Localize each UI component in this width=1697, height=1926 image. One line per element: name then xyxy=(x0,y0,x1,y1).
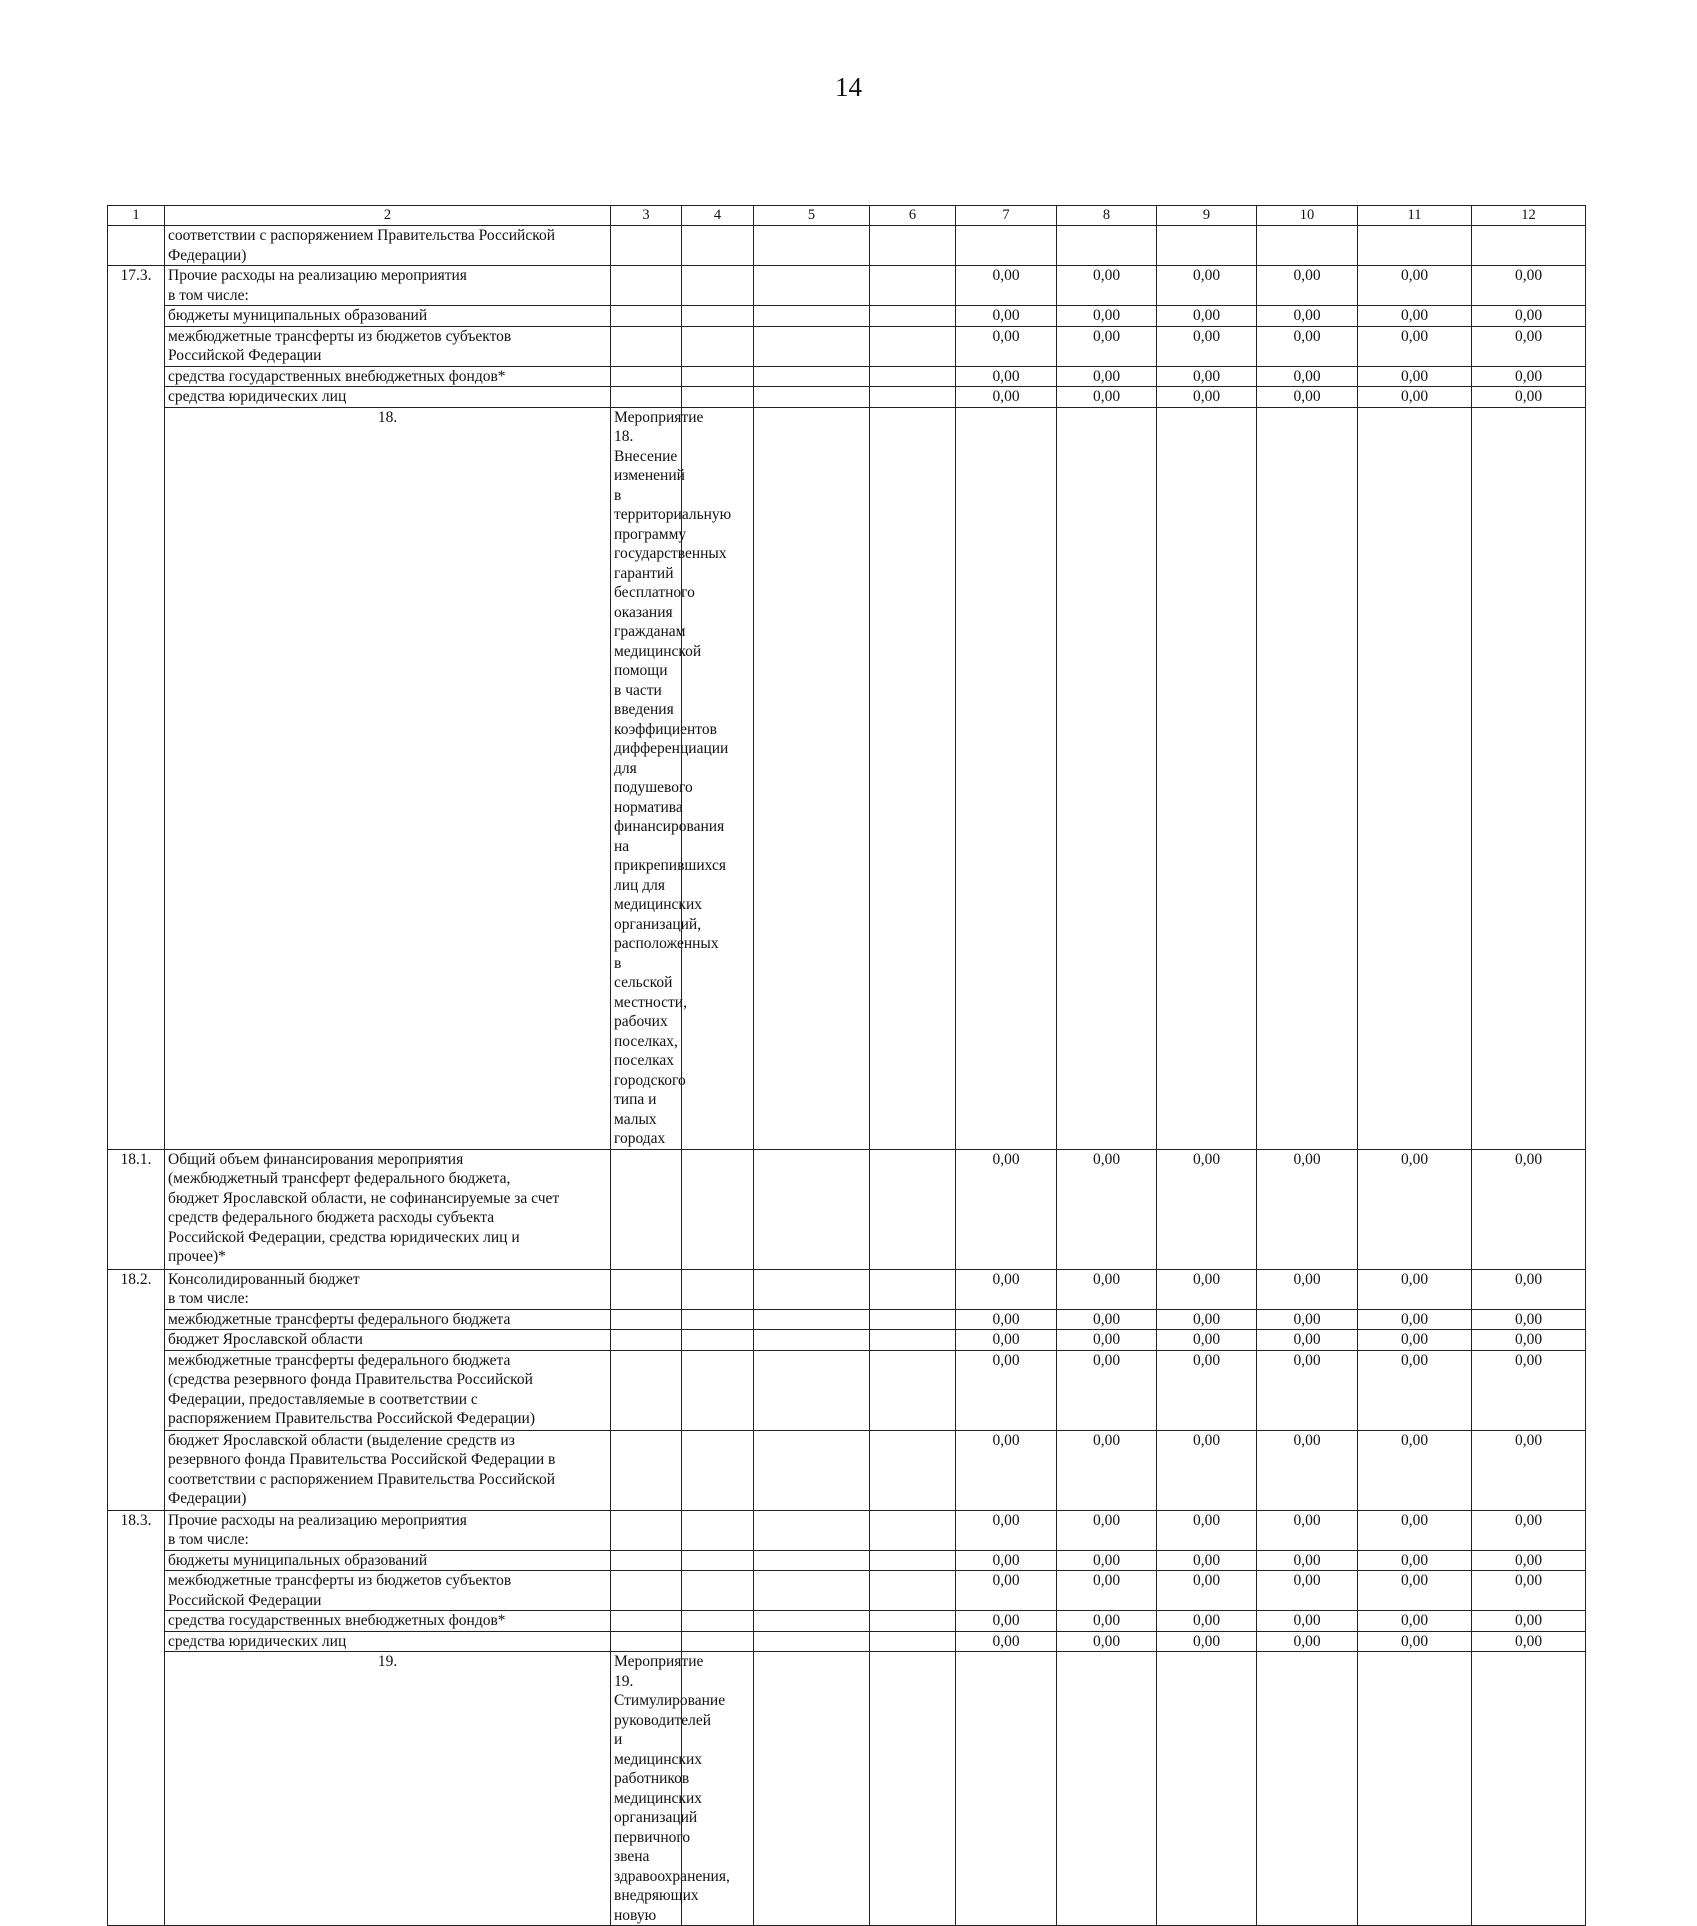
value-cell: 0,00 xyxy=(1257,326,1358,366)
value-cell: 0,00 xyxy=(1358,1631,1472,1652)
table-row xyxy=(108,1350,1586,1430)
table-row xyxy=(108,1149,1586,1269)
row-description-cell: Общий объем финансирования мероприятия (межбюджетный трансферт федерального бюджета, бюджет Ярославской области, не софинансируемые за счет средств федерального бюджета расходы субъекта Российской Федерации, средства юридических лиц и прочее)* xyxy=(165,1149,611,1269)
column-header: 12 xyxy=(1472,206,1586,226)
value-cell xyxy=(754,226,870,266)
value-cell xyxy=(682,1350,754,1430)
row-index-cell: 19. xyxy=(165,1652,611,1926)
row-description-cell: бюджеты муниципальных образований xyxy=(165,306,611,327)
row-index-cell: 18.3. xyxy=(108,1510,165,1926)
value-cell: 0,00 xyxy=(1358,1571,1472,1611)
value-cell: 0,00 xyxy=(1358,1430,1472,1510)
value-cell: 0,00 xyxy=(1472,1330,1586,1351)
value-cell: 0,00 xyxy=(1358,306,1472,327)
value-cell: 0,00 xyxy=(1358,1350,1472,1430)
value-cell xyxy=(754,387,870,408)
value-cell: 0,00 xyxy=(1472,366,1586,387)
column-header: 3 xyxy=(611,206,682,226)
value-cell: 0,00 xyxy=(1057,1611,1157,1632)
value-cell: 0,00 xyxy=(1057,1350,1157,1430)
value-cell: 0,00 xyxy=(1472,1430,1586,1510)
row-index-cell xyxy=(108,226,165,266)
column-header: 5 xyxy=(754,206,870,226)
value-cell: 0,00 xyxy=(1257,1149,1358,1269)
value-cell: 0,00 xyxy=(1057,1309,1157,1330)
table-row xyxy=(108,1430,1586,1510)
value-cell xyxy=(611,326,682,366)
table-row xyxy=(108,366,1586,387)
value-cell xyxy=(1257,407,1358,1149)
value-cell: 0,00 xyxy=(1358,387,1472,408)
value-cell xyxy=(1358,1652,1472,1926)
column-header: 7 xyxy=(956,206,1057,226)
value-cell xyxy=(870,1350,956,1430)
value-cell: 0,00 xyxy=(1472,1350,1586,1430)
value-cell xyxy=(754,1309,870,1330)
value-cell xyxy=(870,1611,956,1632)
value-cell xyxy=(682,387,754,408)
value-cell xyxy=(682,266,754,306)
value-cell: 0,00 xyxy=(1257,366,1358,387)
value-cell xyxy=(956,1652,1057,1926)
value-cell xyxy=(870,1149,956,1269)
value-cell: 0,00 xyxy=(1157,1309,1257,1330)
value-cell: 0,00 xyxy=(1157,1430,1257,1510)
value-cell: 0,00 xyxy=(1472,1550,1586,1571)
value-cell: 0,00 xyxy=(1257,1330,1358,1351)
value-cell: 0,00 xyxy=(1472,1269,1586,1309)
value-cell xyxy=(754,1571,870,1611)
value-cell xyxy=(1057,407,1157,1149)
value-cell: 0,00 xyxy=(956,1631,1057,1652)
value-cell xyxy=(870,387,956,408)
value-cell: 0,00 xyxy=(1358,1611,1472,1632)
value-cell xyxy=(870,1550,956,1571)
value-cell xyxy=(682,1571,754,1611)
table-row xyxy=(108,1652,1586,1926)
table-row xyxy=(108,326,1586,366)
row-description-cell: Консолидированный бюджет в том числе: xyxy=(165,1269,611,1309)
value-cell: 0,00 xyxy=(1472,306,1586,327)
value-cell: 0,00 xyxy=(1257,1350,1358,1430)
value-cell xyxy=(754,1652,870,1926)
value-cell xyxy=(1472,407,1586,1149)
table-row xyxy=(108,226,1586,266)
value-cell: 0,00 xyxy=(956,366,1057,387)
value-cell xyxy=(870,1571,956,1611)
value-cell xyxy=(682,1510,754,1550)
table-row xyxy=(108,306,1586,327)
row-description-cell: средства юридических лиц xyxy=(165,387,611,408)
value-cell: 0,00 xyxy=(1257,1430,1358,1510)
row-description-cell: Прочие расходы на реализацию мероприятия в том числе: xyxy=(165,1510,611,1550)
value-cell xyxy=(611,1631,682,1652)
value-cell xyxy=(1257,226,1358,266)
value-cell xyxy=(1472,1652,1586,1926)
value-cell xyxy=(870,1309,956,1330)
value-cell xyxy=(1157,226,1257,266)
table-row xyxy=(108,266,1586,306)
value-cell: 0,00 xyxy=(1472,1149,1586,1269)
row-description-cell: межбюджетные трансферты федерального бюджета (средства резервного фонда Правительства Российской Федерации, предоставляемые в соответствии с распоряжением Правительства Российской Федерации) xyxy=(165,1350,611,1430)
value-cell: 0,00 xyxy=(956,1350,1057,1430)
value-cell: 0,00 xyxy=(1057,1330,1157,1351)
value-cell: 0,00 xyxy=(1257,306,1358,327)
value-cell xyxy=(870,306,956,327)
value-cell: 0,00 xyxy=(1257,1550,1358,1571)
value-cell: 0,00 xyxy=(1472,266,1586,306)
value-cell: 0,00 xyxy=(1257,387,1358,408)
value-cell: 0,00 xyxy=(1057,306,1157,327)
row-index-cell: 17.3. xyxy=(108,266,165,1150)
value-cell xyxy=(611,1510,682,1550)
row-description-cell: межбюджетные трансферты из бюджетов субъектов Российской Федерации xyxy=(165,326,611,366)
value-cell xyxy=(754,1430,870,1510)
value-cell xyxy=(1157,1652,1257,1926)
table-row xyxy=(108,407,1586,1149)
row-index-cell: 18.2. xyxy=(108,1269,165,1510)
table-row xyxy=(108,1510,1586,1550)
value-cell xyxy=(870,266,956,306)
value-cell: 0,00 xyxy=(1057,326,1157,366)
value-cell xyxy=(754,366,870,387)
value-cell xyxy=(611,1269,682,1309)
value-cell: 0,00 xyxy=(1358,1330,1472,1351)
value-cell: 0,00 xyxy=(1257,1571,1358,1611)
row-index-cell: 18. xyxy=(165,407,611,1149)
value-cell: 0,00 xyxy=(1157,1631,1257,1652)
value-cell: 0,00 xyxy=(1358,266,1472,306)
value-cell xyxy=(611,266,682,306)
value-cell: 0,00 xyxy=(956,1330,1057,1351)
value-cell xyxy=(754,1350,870,1430)
value-cell: 0,00 xyxy=(1057,366,1157,387)
value-cell xyxy=(682,326,754,366)
value-cell: 0,00 xyxy=(1358,1269,1472,1309)
value-cell: 0,00 xyxy=(1157,1510,1257,1550)
column-header: 8 xyxy=(1057,206,1157,226)
value-cell: 0,00 xyxy=(1257,1510,1358,1550)
value-cell xyxy=(870,1631,956,1652)
row-description-cell: бюджет Ярославской области xyxy=(165,1330,611,1351)
value-cell xyxy=(754,1269,870,1309)
value-cell xyxy=(956,226,1057,266)
row-description-cell: Мероприятие 18. Внесение изменений в территориальную программу государственных гарантий бесплатного оказания гражданам медицинской помощи в части введения коэффициентов дифференциации для подушевого норматива финансирования на прикрепившихся лиц для медицинских организаций, расположенных в сельской местности, рабочих поселках, поселках городского типа и малых городах xyxy=(611,407,682,1149)
value-cell xyxy=(754,1149,870,1269)
value-cell xyxy=(611,226,682,266)
value-cell: 0,00 xyxy=(1257,1269,1358,1309)
value-cell xyxy=(1257,1652,1358,1926)
value-cell xyxy=(870,366,956,387)
table-row xyxy=(108,1309,1586,1330)
value-cell xyxy=(1057,226,1157,266)
value-cell xyxy=(611,306,682,327)
value-cell xyxy=(754,1631,870,1652)
value-cell: 0,00 xyxy=(956,387,1057,408)
row-description-cell: межбюджетные трансферты из бюджетов субъектов Российской Федерации xyxy=(165,1571,611,1611)
value-cell xyxy=(682,1330,754,1351)
value-cell: 0,00 xyxy=(1358,366,1472,387)
value-cell: 0,00 xyxy=(956,1149,1057,1269)
value-cell: 0,00 xyxy=(1157,1330,1257,1351)
value-cell: 0,00 xyxy=(1472,1631,1586,1652)
column-header: 2 xyxy=(165,206,611,226)
value-cell: 0,00 xyxy=(1157,1571,1257,1611)
value-cell: 0,00 xyxy=(1057,1510,1157,1550)
value-cell xyxy=(754,306,870,327)
value-cell xyxy=(870,1330,956,1351)
row-description-cell: Прочие расходы на реализацию мероприятия в том числе: xyxy=(165,266,611,306)
value-cell: 0,00 xyxy=(1057,1631,1157,1652)
value-cell xyxy=(682,1611,754,1632)
table-row xyxy=(108,1550,1586,1571)
value-cell: 0,00 xyxy=(1057,1430,1157,1510)
table-row xyxy=(108,387,1586,408)
value-cell xyxy=(682,1631,754,1652)
value-cell xyxy=(870,1652,956,1926)
row-description-cell: межбюджетные трансферты федерального бюджета xyxy=(165,1309,611,1330)
table-row xyxy=(108,1330,1586,1351)
value-cell: 0,00 xyxy=(1057,1149,1157,1269)
page-number: 14 xyxy=(835,72,862,102)
value-cell xyxy=(682,306,754,327)
value-cell: 0,00 xyxy=(1358,1149,1472,1269)
value-cell: 0,00 xyxy=(1157,1550,1257,1571)
value-cell xyxy=(754,1611,870,1632)
value-cell: 0,00 xyxy=(1472,1611,1586,1632)
value-cell xyxy=(754,407,870,1149)
value-cell xyxy=(1057,1652,1157,1926)
value-cell xyxy=(1157,407,1257,1149)
value-cell xyxy=(870,1269,956,1309)
value-cell: 0,00 xyxy=(1257,266,1358,306)
value-cell: 0,00 xyxy=(956,1269,1057,1309)
value-cell: 0,00 xyxy=(956,1430,1057,1510)
value-cell xyxy=(611,1550,682,1571)
value-cell: 0,00 xyxy=(1358,1550,1472,1571)
row-description-cell: соответствии с распоряжением Правительства Российской Федерации) xyxy=(165,226,611,266)
value-cell: 0,00 xyxy=(1057,1571,1157,1611)
value-cell xyxy=(682,226,754,266)
value-cell: 0,00 xyxy=(1358,326,1472,366)
table-row xyxy=(108,1269,1586,1309)
value-cell xyxy=(870,326,956,366)
table-row xyxy=(108,1611,1586,1632)
value-cell: 0,00 xyxy=(956,306,1057,327)
value-cell: 0,00 xyxy=(1358,1309,1472,1330)
column-number-row xyxy=(108,206,1586,226)
value-cell: 0,00 xyxy=(1057,266,1157,306)
value-cell: 0,00 xyxy=(1057,1550,1157,1571)
value-cell xyxy=(611,1309,682,1330)
value-cell xyxy=(870,407,956,1149)
value-cell xyxy=(870,1430,956,1510)
value-cell xyxy=(754,1550,870,1571)
value-cell xyxy=(1472,226,1586,266)
value-cell: 0,00 xyxy=(1157,1269,1257,1309)
row-description-cell: Мероприятие 19. Стимулирование руководителей и медицинских работников медицинских организаций первичного звена здравоохранения, внедряющих новую xyxy=(611,1652,682,1926)
row-description-cell: средства государственных внебюджетных фондов* xyxy=(165,1611,611,1632)
value-cell: 0,00 xyxy=(1257,1611,1358,1632)
value-cell xyxy=(611,1430,682,1510)
value-cell: 0,00 xyxy=(1472,1309,1586,1330)
table-row xyxy=(108,1631,1586,1652)
table-row xyxy=(108,1571,1586,1611)
value-cell: 0,00 xyxy=(1157,1350,1257,1430)
value-cell: 0,00 xyxy=(956,326,1057,366)
row-description-cell: бюджеты муниципальных образований xyxy=(165,1550,611,1571)
value-cell: 0,00 xyxy=(956,1510,1057,1550)
column-header: 9 xyxy=(1157,206,1257,226)
value-cell xyxy=(682,1550,754,1571)
value-cell xyxy=(611,1149,682,1269)
value-cell: 0,00 xyxy=(1057,387,1157,408)
value-cell: 0,00 xyxy=(1157,306,1257,327)
value-cell xyxy=(870,226,956,266)
column-header: 1 xyxy=(108,206,165,226)
value-cell xyxy=(611,1330,682,1351)
value-cell: 0,00 xyxy=(956,1571,1057,1611)
value-cell: 0,00 xyxy=(1157,266,1257,306)
value-cell xyxy=(754,266,870,306)
value-cell xyxy=(870,1510,956,1550)
value-cell xyxy=(611,387,682,408)
value-cell xyxy=(682,1269,754,1309)
value-cell xyxy=(754,326,870,366)
budget-table xyxy=(107,205,1586,1926)
value-cell: 0,00 xyxy=(1472,326,1586,366)
column-header: 6 xyxy=(870,206,956,226)
row-description-cell: бюджет Ярославской области (выделение средств из резервного фонда Правительства Российской Федерации в соответствии с распоряжением Правительства Российской Федерации) xyxy=(165,1430,611,1510)
row-description-cell: средства государственных внебюджетных фондов* xyxy=(165,366,611,387)
value-cell xyxy=(682,1149,754,1269)
row-index-cell: 18.1. xyxy=(108,1149,165,1269)
value-cell: 0,00 xyxy=(1157,1149,1257,1269)
value-cell: 0,00 xyxy=(1057,1269,1157,1309)
column-header: 10 xyxy=(1257,206,1358,226)
value-cell: 0,00 xyxy=(956,1550,1057,1571)
value-cell: 0,00 xyxy=(1472,1571,1586,1611)
column-header: 11 xyxy=(1358,206,1472,226)
value-cell: 0,00 xyxy=(1257,1309,1358,1330)
value-cell xyxy=(611,366,682,387)
value-cell xyxy=(754,1510,870,1550)
table-body xyxy=(108,226,1586,1926)
value-cell xyxy=(611,1571,682,1611)
value-cell: 0,00 xyxy=(1157,326,1257,366)
value-cell xyxy=(682,366,754,387)
value-cell: 0,00 xyxy=(1257,1631,1358,1652)
row-description-cell: средства юридических лиц xyxy=(165,1631,611,1652)
value-cell xyxy=(682,1309,754,1330)
value-cell: 0,00 xyxy=(1358,1510,1472,1550)
value-cell xyxy=(1358,407,1472,1149)
value-cell xyxy=(611,1611,682,1632)
value-cell: 0,00 xyxy=(1472,387,1586,408)
column-header: 4 xyxy=(682,206,754,226)
value-cell xyxy=(682,1430,754,1510)
value-cell xyxy=(956,407,1057,1149)
value-cell: 0,00 xyxy=(956,1309,1057,1330)
value-cell: 0,00 xyxy=(1157,387,1257,408)
value-cell xyxy=(611,1350,682,1430)
value-cell xyxy=(754,1330,870,1351)
value-cell: 0,00 xyxy=(956,1611,1057,1632)
value-cell: 0,00 xyxy=(1157,366,1257,387)
value-cell: 0,00 xyxy=(1472,1510,1586,1550)
value-cell: 0,00 xyxy=(1157,1611,1257,1632)
value-cell: 0,00 xyxy=(956,266,1057,306)
value-cell xyxy=(1358,226,1472,266)
